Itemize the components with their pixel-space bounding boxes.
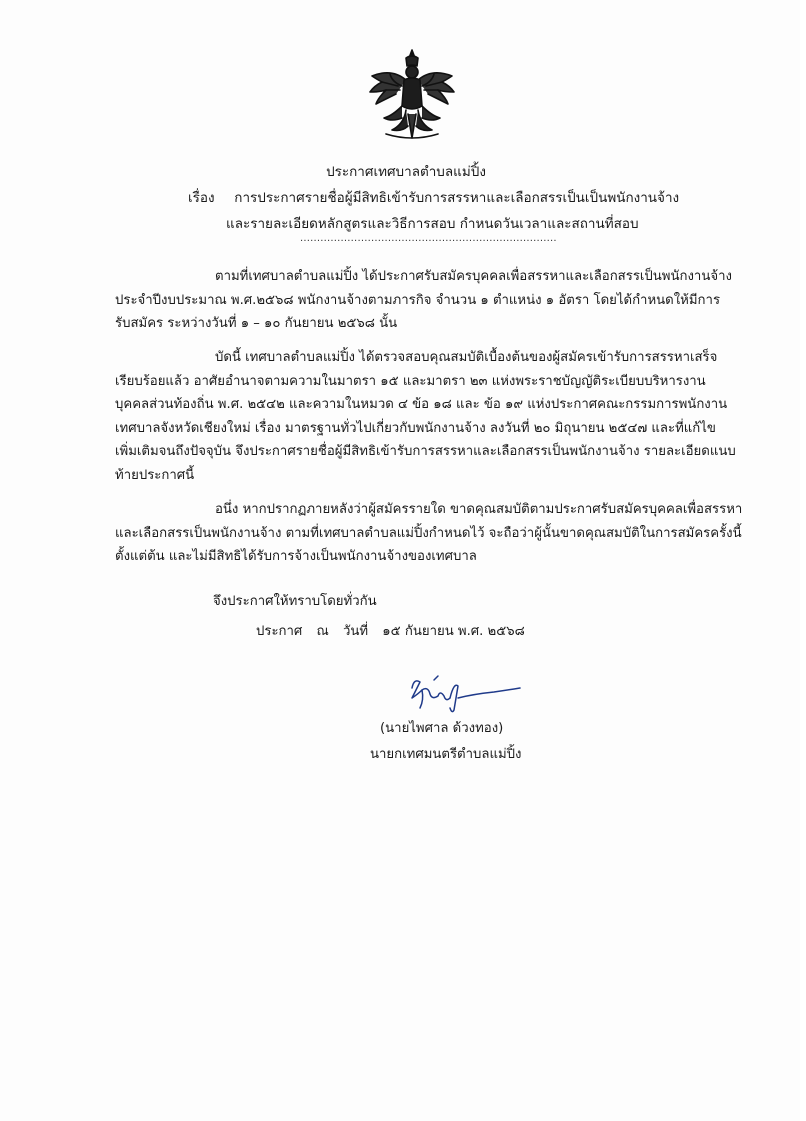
paragraph-line: ตั้งแต่ต้น และไม่มีสิทธิได้รับการจ้างเป็นพนักงานจ้างของเทศบาล [115, 549, 477, 564]
paragraph-line: ประจำปีงบประมาณ พ.ศ.๒๕๖๘ พนักงานจ้างตามภารกิจ จำนวน ๑ ตำแหน่ง ๑ อัตรา โดยได้กำหนดให้มีการ [115, 292, 721, 308]
announce-date: ๑๕ กันยายน พ.ศ. ๒๕๖๘ [382, 624, 525, 639]
paragraph-line: เทศบาลจังหวัดเชียงใหม่ เรื่อง มาตรฐานทั่วไปเกี่ยวกับพนักงานจ้าง ลงวันที่ ๒๐ มิถุนายน ๒๕๔๗ และที่แก้ไข [115, 420, 716, 436]
document-title: ประกาศเทศบาลตำบลแม่ปิ้ง [326, 164, 486, 180]
paragraph-line: เพิ่มเติมจนถึงปัจจุบัน จึงประกาศรายชื่อผู้มีสิทธิเข้ารับการสรรหาและเลือกสรรเป็นพนักงานจ้าง รายละเอียดแนบ [115, 444, 736, 459]
announcement-date-line [256, 622, 535, 642]
signer-name: (นายไพศาล ด้วงทอง) [380, 721, 504, 736]
announce-at: ณ [316, 624, 329, 639]
paragraph-line: บัดนี้ เทศบาลตำบลแม่ปิ้ง ได้ตรวจสอบคุณสมบัติเบื้องต้นของผู้สมัครเข้ารับการสรรหาเสร็จ [215, 350, 718, 365]
paragraph-line: รับสมัคร ระหว่างวันที่ ๑ – ๑๐ กันยายน ๒๕๖๘ นั้น [115, 316, 398, 331]
dotted-separator: ............................................................................ [300, 233, 557, 244]
paragraph-line: เรียบร้อยแล้ว อาศัยอำนาจตามความในมาตรา ๑๕ และมาตรา ๒๓ แห่งพระราชบัญญัติระเบียบบริหารงาน [115, 373, 706, 389]
paragraph-line: บุคคลส่วนท้องถิ่น พ.ศ. ๒๕๔๒ และความในหมวด ๔ ข้อ ๑๘ และ ข้อ ๑๙ แห่งประกาศคณะกรรมการพนักงาน [115, 397, 728, 412]
paragraph-line: ท้ายประกาศนี้ [115, 467, 195, 483]
handwritten-signature [404, 668, 524, 718]
subject-line [188, 188, 788, 208]
paragraph-line: และเลือกสรรเป็นพนักงานจ้าง ตามที่เทศบาลตำบลแม่ปิ้งกำหนดไว้ จะถือว่าผู้นั้นขาดคุณสมบัติในการสมัครครั้งนี้ [115, 525, 742, 541]
subject-text-line2: และรายละเอียดหลักสูตรและวิธีการสอบ กำหนดวันเวลาและสถานที่สอบ [226, 216, 639, 232]
paragraph-2 [115, 346, 736, 487]
paragraph-line: อนึ่ง หากปรากฏภายหลังว่าผู้สมัครรายใด ขาดคุณสมบัติตามประกาศรับสมัครบุคคลเพื่อสรรหา [215, 502, 743, 517]
announce-label: ประกาศ [256, 624, 303, 639]
paragraph-3 [115, 498, 743, 569]
paragraph-line: ตามที่เทศบาลตำบลแม่ปิ้ง ได้ประกาศรับสมัครบุคคลเพื่อสรรหาและเลือกสรรเป็นพนักงานจ้าง [215, 269, 732, 284]
signer-position: นายกเทศมนตรีตำบลแม่ปิ้ง [370, 747, 522, 762]
subject-text-line1: การประกาศรายชื่อผู้มีสิทธิเข้ารับการสรรหาและเลือกสรรเป็นเป็นพนักงานจ้าง [234, 190, 680, 206]
garuda-emblem-icon [362, 46, 462, 146]
subject-label: เรื่อง [188, 190, 215, 206]
closing-statement: จึงประกาศให้ทราบโดยทั่วกัน [213, 594, 377, 609]
paragraph-1 [115, 265, 732, 336]
announce-date-label: วันที่ [342, 624, 369, 639]
